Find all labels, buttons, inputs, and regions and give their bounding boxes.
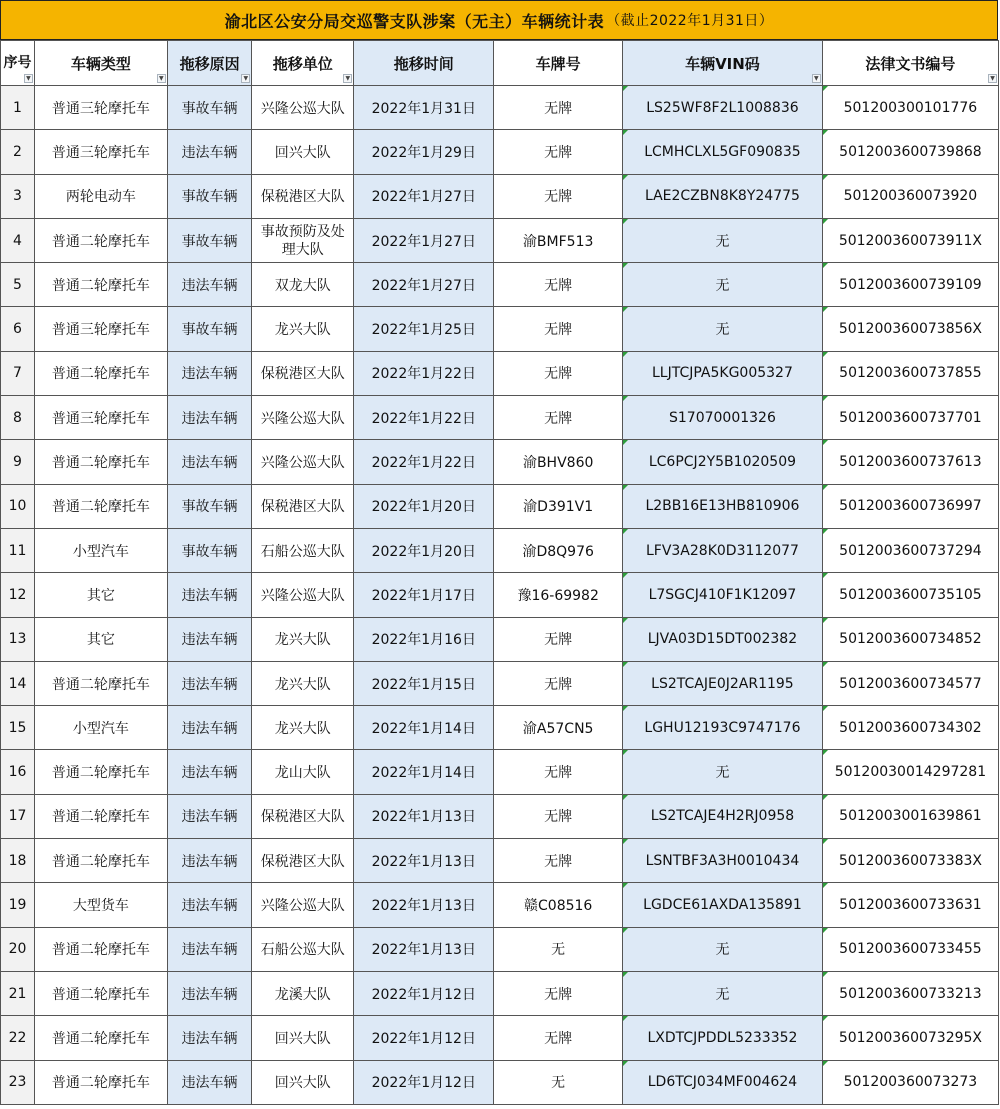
cell-vin[interactable]: LSNTBF3A3H0010434 [623,839,823,883]
cell-plate[interactable]: 无牌 [494,839,623,883]
cell-tow-time[interactable]: 2022年1月17日 [354,573,494,617]
cell-tow-reason[interactable]: 违法车辆 [167,794,251,838]
table-row [1,573,999,617]
table-row [1,307,999,351]
column-header-vehicle-type[interactable]: 车辆类型 ▼ [34,41,167,86]
cell-vin[interactable]: LD6TCJ034MF004624 [623,1060,823,1104]
cell-tow-reason[interactable]: 违法车辆 [167,1016,251,1060]
cell-seq[interactable]: 18 [1,839,35,883]
table-row [1,1060,999,1104]
cell-tow-unit[interactable]: 保税港区大队 [252,794,354,838]
cell-vin[interactable]: 无 [623,971,823,1015]
cell-vehicle-type[interactable]: 其它 [34,573,167,617]
table-row [1,927,999,971]
cell-plate[interactable]: 无 [494,1060,623,1104]
cell-tow-unit[interactable]: 龙兴大队 [252,661,354,705]
cell-seq[interactable]: 20 [1,927,35,971]
cell-vin[interactable]: LFV3A28K0D3112077 [623,528,823,572]
cell-tow-reason[interactable]: 违法车辆 [167,130,251,174]
cell-vin[interactable]: LS25WF8F2L1008836 [623,86,823,130]
cell-tow-reason[interactable]: 违法车辆 [167,883,251,927]
cell-tow-unit[interactable]: 龙兴大队 [252,706,354,750]
header-row [1,41,999,86]
cell-document-no[interactable]: 501200360073986​8 [822,130,998,174]
cell-vehicle-type[interactable]: 小型汽车 [34,706,167,750]
cell-vehicle-type[interactable]: 大型货车 [34,883,167,927]
cell-tow-reason[interactable]: 违法车辆 [167,661,251,705]
cell-document-no[interactable]: 5012003001639861 [822,794,998,838]
cell-vehicle-type[interactable]: 普通二轮摩托车 [34,1016,167,1060]
cell-tow-time[interactable]: 2022年1月27日 [354,218,494,262]
cell-document-no[interactable]: 501200360073920 [822,174,998,218]
cell-seq[interactable]: 10 [1,484,35,528]
cell-tow-time[interactable]: 2022年1月12日 [354,971,494,1015]
cell-vehicle-type[interactable]: 其它 [34,617,167,661]
cell-tow-time[interactable]: 2022年1月13日 [354,839,494,883]
cell-tow-unit[interactable]: 保税港区大队 [252,839,354,883]
cell-tow-unit[interactable]: 事故预防及处理大队 [252,218,354,262]
cell-tow-time[interactable]: 2022年1月13日 [354,927,494,971]
cell-tow-unit[interactable]: 保税港区大队 [252,484,354,528]
cell-tow-reason[interactable]: 事故车辆 [167,528,251,572]
filter-dropdown-icon[interactable]: ▼ [988,74,997,83]
column-header-seq[interactable]: 序号 ▼ [1,41,35,86]
cell-tow-time[interactable]: 2022年1月25日 [354,307,494,351]
cell-document-no[interactable]: 5012003600733213 [822,971,998,1015]
cell-document-no[interactable]: 5012003600737855 [822,351,998,395]
cell-tow-time[interactable]: 2022年1月20日 [354,484,494,528]
cell-plate[interactable]: 无牌 [494,750,623,794]
vehicle-table [0,40,999,1105]
cell-vin[interactable]: LS2TCAJE4H2RJ0958 [623,794,823,838]
filter-dropdown-icon[interactable]: ▼ [157,74,166,83]
cell-tow-unit[interactable]: 龙兴大队 [252,617,354,661]
cell-tow-unit[interactable]: 回兴大队 [252,130,354,174]
cell-document-no[interactable]: 501200360073911X [822,218,998,262]
cell-tow-time[interactable]: 2022年1月22日 [354,351,494,395]
cell-tow-time[interactable]: 2022年1月15日 [354,661,494,705]
cell-tow-time[interactable]: 2022年1月22日 [354,440,494,484]
cell-seq[interactable]: 23 [1,1060,35,1104]
cell-tow-time[interactable]: 2022年1月27日 [354,263,494,307]
cell-vehicle-type[interactable]: 普通三轮摩托车 [34,396,167,440]
cell-plate[interactable]: 无牌 [494,130,623,174]
cell-seq[interactable]: 21 [1,971,35,1015]
cell-document-no[interactable]: 5012003600734302 [822,706,998,750]
cell-vehicle-type[interactable]: 普通三轮摩托车 [34,86,167,130]
cell-vin[interactable]: 无 [623,927,823,971]
cell-document-no[interactable]: 501200360073273 [822,1060,998,1104]
filter-dropdown-icon[interactable]: ▼ [812,74,821,83]
cell-tow-unit[interactable]: 兴隆公巡大队 [252,440,354,484]
cell-tow-unit[interactable]: 兴隆公巡大队 [252,86,354,130]
cell-vehicle-type[interactable]: 普通二轮摩托车 [34,263,167,307]
column-header-tow-unit[interactable]: 拖移单位 ▼ [252,41,354,86]
cell-seq[interactable]: 22 [1,1016,35,1060]
cell-tow-time[interactable]: 2022年1月12日 [354,1060,494,1104]
cell-plate[interactable]: 渝D391V1 [494,484,623,528]
cell-document-no[interactable]: 501200360073856X [822,307,998,351]
cell-tow-time[interactable]: 2022年1月14日 [354,750,494,794]
table-row [1,794,999,838]
cell-tow-reason[interactable]: 事故车辆 [167,218,251,262]
cell-plate[interactable]: 豫16-69982 [494,573,623,617]
cell-plate[interactable]: 赣C08516 [494,883,623,927]
column-header-plate[interactable]: 车牌号 [494,41,623,86]
cell-document-no[interactable]: 501200360073383X [822,839,998,883]
table-title [0,0,998,40]
cell-document-no[interactable]: 5012003600739109 [822,263,998,307]
cell-vin[interactable]: LC6PCJ2Y5B1020509 [623,440,823,484]
cell-seq[interactable]: 17 [1,794,35,838]
cell-document-no[interactable]: 5012003600735105 [822,573,998,617]
cell-tow-unit[interactable]: 回兴大队 [252,1016,354,1060]
cell-seq[interactable]: 5 [1,263,35,307]
cell-tow-reason[interactable]: 违法车辆 [167,839,251,883]
cell-vin[interactable]: LJVA03D15DT002382 [623,617,823,661]
cell-plate[interactable]: 渝D8Q976 [494,528,623,572]
cell-document-no[interactable]: 5012003600736997 [822,484,998,528]
table-row [1,971,999,1015]
cell-seq[interactable]: 3 [1,174,35,218]
cell-vin[interactable]: LXDTCJPDDL5233352 [623,1016,823,1060]
cell-vehicle-type[interactable]: 普通二轮摩托车 [34,440,167,484]
cell-seq[interactable]: 7 [1,351,35,395]
cell-tow-reason[interactable]: 违法车辆 [167,927,251,971]
cell-document-no[interactable]: 501200360073295X [822,1016,998,1060]
cell-tow-reason[interactable]: 违法车辆 [167,971,251,1015]
cell-vehicle-type[interactable]: 普通三轮摩托车 [34,307,167,351]
cell-tow-reason[interactable]: 事故车辆 [167,86,251,130]
cell-document-no[interactable]: 5012003600733455 [822,927,998,971]
cell-plate[interactable]: 无牌 [494,174,623,218]
cell-tow-unit[interactable]: 石船公巡大队 [252,528,354,572]
cell-tow-unit[interactable]: 兴隆公巡大队 [252,573,354,617]
table-row [1,130,999,174]
cell-vin[interactable]: LAE2CZBN8K8Y24775 [623,174,823,218]
cell-seq[interactable]: 6 [1,307,35,351]
table-row [1,750,999,794]
cell-vin[interactable]: LGHU12193C9747176 [623,706,823,750]
column-header-vin[interactable]: 车辆VIN码 ▼ [623,41,823,86]
cell-tow-reason[interactable]: 违法车辆 [167,440,251,484]
cell-tow-reason[interactable]: 违法车辆 [167,396,251,440]
cell-tow-unit[interactable]: 双龙大队 [252,263,354,307]
table-row [1,86,999,130]
cell-seq[interactable]: 12 [1,573,35,617]
cell-plate[interactable]: 无牌 [494,1016,623,1060]
cell-tow-time[interactable]: 2022年1月29日 [354,130,494,174]
cell-plate[interactable]: 无牌 [494,971,623,1015]
table-row [1,706,999,750]
cell-seq[interactable]: 4 [1,218,35,262]
filter-dropdown-icon[interactable]: ▼ [343,74,352,83]
cell-tow-reason[interactable]: 违法车辆 [167,573,251,617]
cell-tow-unit[interactable]: 兴隆公巡大队 [252,396,354,440]
cell-vin[interactable]: S17070001326 [623,396,823,440]
cell-vin[interactable]: L7SGCJ410F1K12097 [623,573,823,617]
cell-seq[interactable]: 16 [1,750,35,794]
cell-seq[interactable]: 1 [1,86,35,130]
cell-plate[interactable]: 无牌 [494,617,623,661]
cell-document-no[interactable]: 5012003600737613 [822,440,998,484]
cell-tow-time[interactable]: 2022年1月22日 [354,396,494,440]
table-row [1,174,999,218]
filter-dropdown-icon[interactable]: ▼ [24,74,33,83]
table-row [1,1016,999,1060]
cell-vin[interactable]: 无 [623,307,823,351]
table-row [1,617,999,661]
cell-vehicle-type[interactable]: 普通二轮摩托车 [34,971,167,1015]
cell-vehicle-type[interactable]: 普通二轮摩托车 [34,218,167,262]
cell-plate[interactable]: 无牌 [494,661,623,705]
cell-tow-unit[interactable]: 龙兴大队 [252,307,354,351]
table-row [1,484,999,528]
cell-tow-unit[interactable]: 保税港区大队 [252,174,354,218]
cell-tow-time[interactable]: 2022年1月13日 [354,794,494,838]
cell-vehicle-type[interactable]: 普通二轮摩托车 [34,1060,167,1104]
filter-dropdown-icon[interactable]: ▼ [241,74,250,83]
cell-tow-time[interactable]: 2022年1月16日 [354,617,494,661]
cell-plate[interactable]: 无牌 [494,794,623,838]
cell-tow-reason[interactable]: 违法车辆 [167,706,251,750]
cell-tow-time[interactable]: 2022年1月20日 [354,528,494,572]
cell-seq[interactable]: 9 [1,440,35,484]
cell-tow-reason[interactable]: 事故车辆 [167,174,251,218]
cell-seq[interactable]: 8 [1,396,35,440]
cell-tow-unit[interactable]: 龙山大队 [252,750,354,794]
cell-vehicle-type[interactable]: 普通二轮摩托车 [34,351,167,395]
cell-tow-reason[interactable]: 违法车辆 [167,263,251,307]
cell-tow-reason[interactable]: 违法车辆 [167,617,251,661]
table-row [1,396,999,440]
cell-vin[interactable]: LCMHCLXL5GF090835 [623,130,823,174]
cell-plate[interactable]: 无牌 [494,263,623,307]
cell-tow-unit[interactable]: 回兴大队 [252,1060,354,1104]
table-row [1,528,999,572]
cell-vehicle-type[interactable]: 小型汽车 [34,528,167,572]
cell-vin[interactable]: L2BB16E13HB810906 [623,484,823,528]
table-title-main: 渝北区公安分局交巡警支队涉案（无主）车辆统计表 [224,11,605,31]
cell-vin[interactable]: 无 [623,218,823,262]
cell-vin[interactable]: LGDCE61AXDA135891 [623,883,823,927]
cell-seq[interactable]: 11 [1,528,35,572]
cell-tow-time[interactable]: 2022年1月27日 [354,174,494,218]
table-row [1,883,999,927]
table-row [1,839,999,883]
cell-vehicle-type[interactable]: 普通二轮摩托车 [34,750,167,794]
cell-vin[interactable]: LLJTCJPA5KG005327 [623,351,823,395]
cell-vehicle-type[interactable]: 普通二轮摩托车 [34,794,167,838]
column-header-tow-time[interactable]: 拖移时间 [354,41,494,86]
cell-tow-unit[interactable]: 保税港区大队 [252,351,354,395]
cell-tow-unit[interactable]: 兴隆公巡大队 [252,883,354,927]
cell-tow-reason[interactable]: 违法车辆 [167,1060,251,1104]
cell-vehicle-type[interactable]: 普通二轮摩托车 [34,484,167,528]
cell-vehicle-type[interactable]: 两轮电动车 [34,174,167,218]
cell-tow-reason[interactable]: 违法车辆 [167,750,251,794]
table-row [1,351,999,395]
column-header-document-no[interactable]: 法律文书编号 ▼ [822,41,998,86]
cell-plate[interactable]: 渝A57CN5 [494,706,623,750]
cell-seq[interactable]: 14 [1,661,35,705]
cell-plate[interactable]: 无牌 [494,351,623,395]
cell-seq[interactable]: 15 [1,706,35,750]
cell-seq[interactable]: 13 [1,617,35,661]
cell-document-no[interactable]: 5012003600737701 [822,396,998,440]
cell-vehicle-type[interactable]: 普通二轮摩托车 [34,927,167,971]
cell-vin[interactable]: LS2TCAJE0J2AR1195 [623,661,823,705]
cell-vehicle-type[interactable]: 普通三轮摩托车 [34,130,167,174]
cell-vin[interactable]: 无 [623,263,823,307]
cell-tow-time[interactable]: 2022年1月13日 [354,883,494,927]
cell-plate[interactable]: 无牌 [494,396,623,440]
table-title-note: （截止2022年1月31日） [606,13,774,29]
cell-tow-time[interactable]: 2022年1月12日 [354,1016,494,1060]
cell-document-no[interactable]: 501200300101776 [822,86,998,130]
cell-tow-reason[interactable]: 事故车辆 [167,307,251,351]
cell-vehicle-type[interactable]: 普通二轮摩托车 [34,661,167,705]
cell-tow-reason[interactable]: 事故车辆 [167,484,251,528]
cell-plate[interactable]: 无牌 [494,307,623,351]
cell-tow-time[interactable]: 2022年1月31日 [354,86,494,130]
cell-document-no[interactable]: 5012003600734577 [822,661,998,705]
cell-document-no[interactable]: 5012003600733631 [822,883,998,927]
cell-plate[interactable]: 无牌 [494,86,623,130]
cell-tow-unit[interactable]: 龙溪大队 [252,971,354,1015]
column-header-tow-reason[interactable]: 拖移原因 ▼ [167,41,251,86]
cell-plate[interactable]: 渝BMF513 [494,218,623,262]
cell-seq[interactable]: 19 [1,883,35,927]
table-row [1,661,999,705]
table-row [1,263,999,307]
cell-plate[interactable]: 渝BHV860 [494,440,623,484]
cell-vehicle-type[interactable]: 普通二轮摩托车 [34,839,167,883]
cell-tow-time[interactable]: 2022年1月14日 [354,706,494,750]
cell-seq[interactable]: 2 [1,130,35,174]
table-row [1,440,999,484]
cell-document-no[interactable]: 5012003600734852 [822,617,998,661]
cell-tow-unit[interactable]: 石船公巡大队 [252,927,354,971]
cell-plate[interactable]: 无 [494,927,623,971]
cell-document-no[interactable]: 50120030014297281 [822,750,998,794]
table-row [1,218,999,262]
cell-document-no[interactable]: 5012003600737294 [822,528,998,572]
cell-tow-reason[interactable]: 违法车辆 [167,351,251,395]
cell-vin[interactable]: 无 [623,750,823,794]
